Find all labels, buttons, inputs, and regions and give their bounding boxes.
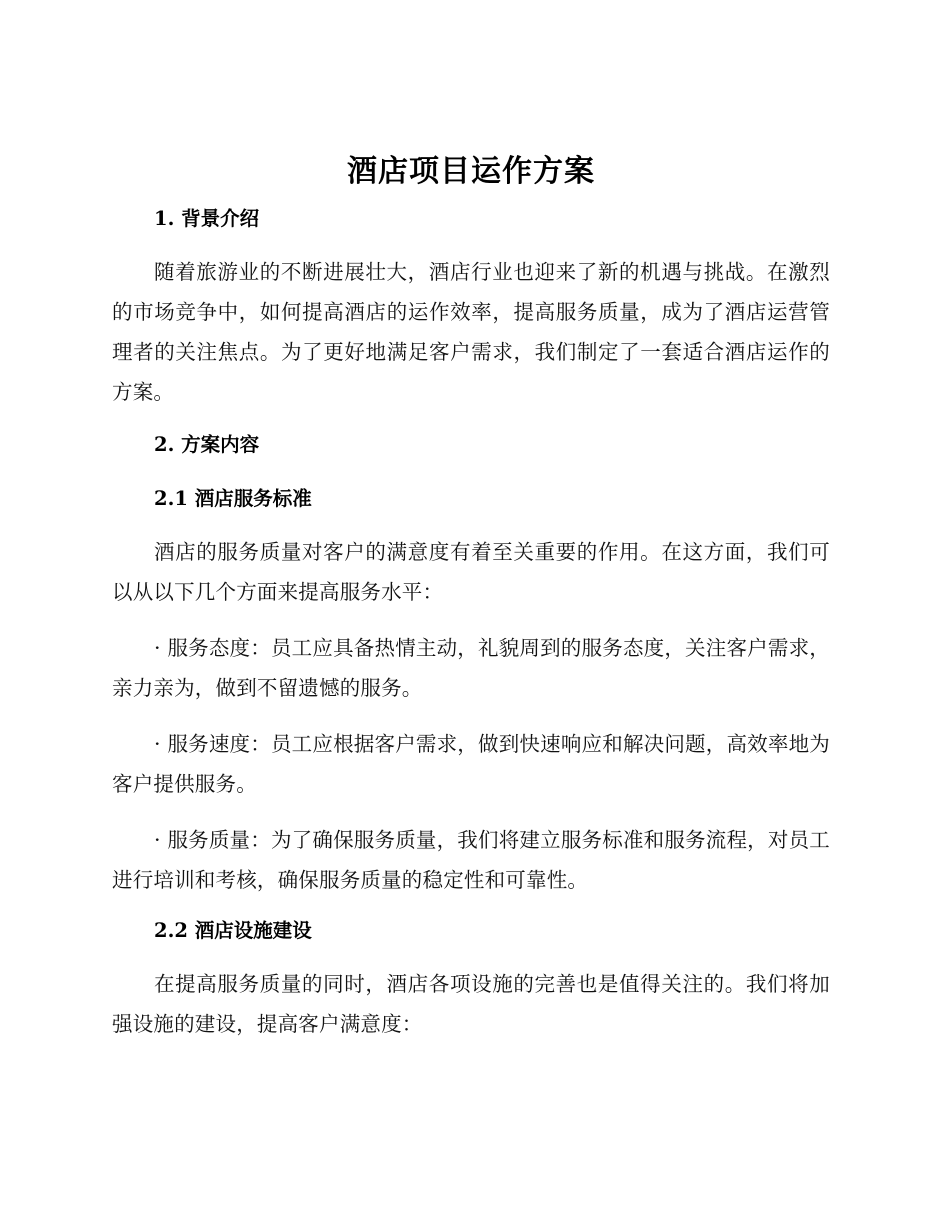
bullet-service-quality: · 服务质量：为了确保服务质量，我们将建立服务标准和服务流程，对员工进行培训和考核，确保服务质量的稳定性和可靠性。 <box>112 828 830 892</box>
subsection-heading-service-standard: 2.1 酒店服务标准 <box>154 487 312 510</box>
paragraph-facilities: 在提高服务质量的同时，酒店各项设施的完善也是值得关注的。我们将加强设施的建设，提高客户满意度： <box>112 972 830 1036</box>
document-title: 酒店项目运作方案 <box>347 154 595 189</box>
paragraph-service-intro: 酒店的服务质量对客户的满意度有着至关重要的作用。在这方面，我们可以从以下几个方面来提高服务水平： <box>112 540 830 604</box>
bullet-service-attitude: · 服务态度：员工应具备热情主动，礼貌周到的服务态度，关注客户需求，亲力亲为，做到不留遗憾的服务。 <box>112 636 830 700</box>
section-heading-plan-content: 2. 方案内容 <box>154 433 260 456</box>
document-body <box>112 150 830 1044</box>
bullet-service-speed: · 服务速度：员工应根据客户需求，做到快速响应和解决问题，高效率地为客户提供服务。 <box>112 732 830 796</box>
section-heading-background: 1. 背景介绍 <box>154 207 260 230</box>
paragraph-background: 随着旅游业的不断进展壮大，酒店行业也迎来了新的机遇与挑战。在激烈的市场竞争中，如何提高酒店的运作效率，提高服务质量，成为了酒店运营管理者的关注焦点。为了更好地满足客户需求，我们制定了一套适合酒店运作的方案。 <box>112 260 830 404</box>
subsection-heading-facilities: 2.2 酒店设施建设 <box>154 919 312 942</box>
